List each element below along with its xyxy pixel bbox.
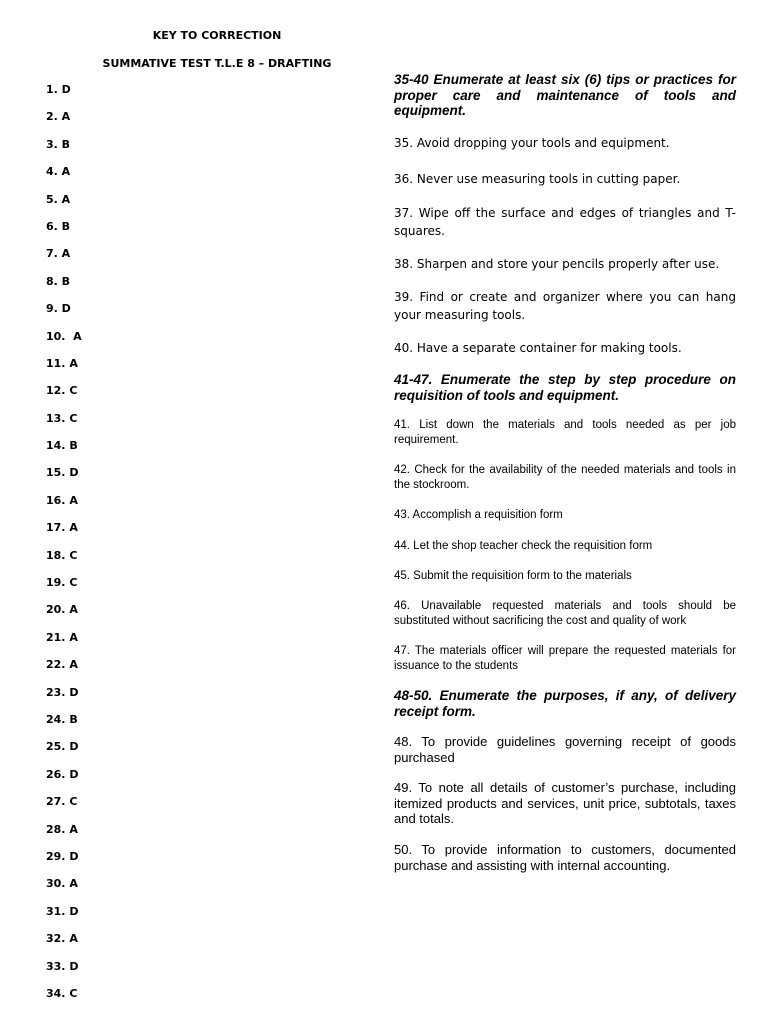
- answer-item: 45. Submit the requisition form to the materials: [394, 570, 632, 582]
- answer-key-item: 8. B: [46, 274, 71, 288]
- answer-key-item: 10. A: [46, 329, 82, 343]
- section3-heading: 48-50. Enumerate the purposes, if any, of delivery receipt form.: [394, 688, 736, 719]
- answer-item: 37. Wipe off the surface and edges of triangles and T-squares.: [394, 206, 736, 238]
- answer-item: 40. Have a separate container for making tools.: [394, 341, 682, 355]
- answer-item: 47. The materials officer will prepare the requested materials for issuance to the students: [394, 645, 736, 672]
- document-subtitle: SUMMATIVE TEST T.L.E 8 – DRAFTING: [102, 57, 332, 70]
- answer-key-item: 2. A: [46, 110, 71, 124]
- answer-key-item: 32. A: [46, 932, 78, 946]
- answer-key-item: 9. D: [46, 302, 71, 316]
- answer-item: 35. Avoid dropping your tools and equipment.: [394, 136, 670, 150]
- answer-key-item: 7. A: [46, 247, 71, 261]
- answer-key-item: 12. C: [46, 384, 78, 398]
- answer-key-item: 15. D: [46, 466, 79, 480]
- answer-item: 49. To note all details of customer’s purchase, including itemized products and services, unit price, subtotals, taxes and totals.: [394, 780, 736, 826]
- answer-key-item: 20. A: [46, 603, 78, 617]
- answer-key-item: 11. A: [46, 356, 78, 370]
- answer-key-item: 3. B: [46, 137, 71, 151]
- answer-item: 46. Unavailable requested materials and tools should be substituted without sacrificing the cost and quality of work: [394, 600, 736, 627]
- answer-item: 48. To provide guidelines governing receipt of goods purchased: [394, 734, 736, 765]
- document-title: KEY TO CORRECTION: [152, 29, 282, 42]
- answer-key-item: 21. A: [46, 630, 78, 644]
- answer-key-item: 18. C: [46, 548, 78, 562]
- answer-key-list: [46, 83, 82, 1014]
- answer-key-item: 30. A: [46, 877, 78, 891]
- answer-key-item: 22. A: [46, 658, 78, 672]
- answer-key-item: 23. D: [46, 685, 79, 699]
- answer-key-item: 1. D: [46, 83, 71, 96]
- answer-key-item: 26. D: [46, 767, 79, 781]
- answer-key-item: 28. A: [46, 822, 78, 836]
- answer-key-item: 13. C: [46, 411, 78, 425]
- answer-key-item: 4. A: [46, 165, 71, 179]
- answer-item: 44. Let the shop teacher check the requisition form: [394, 540, 653, 552]
- answer-key-item: 17. A: [46, 521, 78, 535]
- answer-item: 38. Sharpen and store your pencils properly after use.: [394, 257, 720, 271]
- answer-item: 39. Find or create and organizer where you can hang your measuring tools.: [394, 290, 736, 322]
- answer-key-item: 34. C: [46, 986, 78, 1000]
- answer-item: 36. Never use measuring tools in cutting paper.: [394, 172, 681, 186]
- answer-item: 43. Accomplish a requisition form: [394, 509, 563, 521]
- answer-key-item: 16. A: [46, 493, 78, 507]
- section1-heading: 35-40 Enumerate at least six (6) tips or practices for proper care and maintenance of tools and equipment.: [394, 72, 736, 118]
- answer-item: 50. To provide information to customers, documented purchase and assisting with internal accounting.: [394, 842, 736, 873]
- answer-key-item: 31. D: [46, 904, 79, 918]
- answer-item: 41. List down the materials and tools needed as per job requirement.: [394, 419, 736, 446]
- answer-key-item: 27. C: [46, 795, 78, 809]
- answer-key-item: 5. A: [46, 192, 71, 206]
- answer-item: 42. Check for the availability of the needed materials and tools in the stockroom.: [394, 464, 736, 491]
- answer-key-item: 19. C: [46, 576, 78, 590]
- section2-heading: 41-47. Enumerate the step by step procedure on requisition of tools and equipment.: [394, 372, 736, 403]
- answer-key-item: 25. D: [46, 740, 79, 754]
- answer-key-item: 14. B: [46, 439, 78, 453]
- answer-key-item: 24. B: [46, 712, 78, 726]
- answer-key-item: 33. D: [46, 959, 79, 973]
- answer-key-item: 29. D: [46, 849, 79, 863]
- answer-key-item: 6. B: [46, 219, 71, 233]
